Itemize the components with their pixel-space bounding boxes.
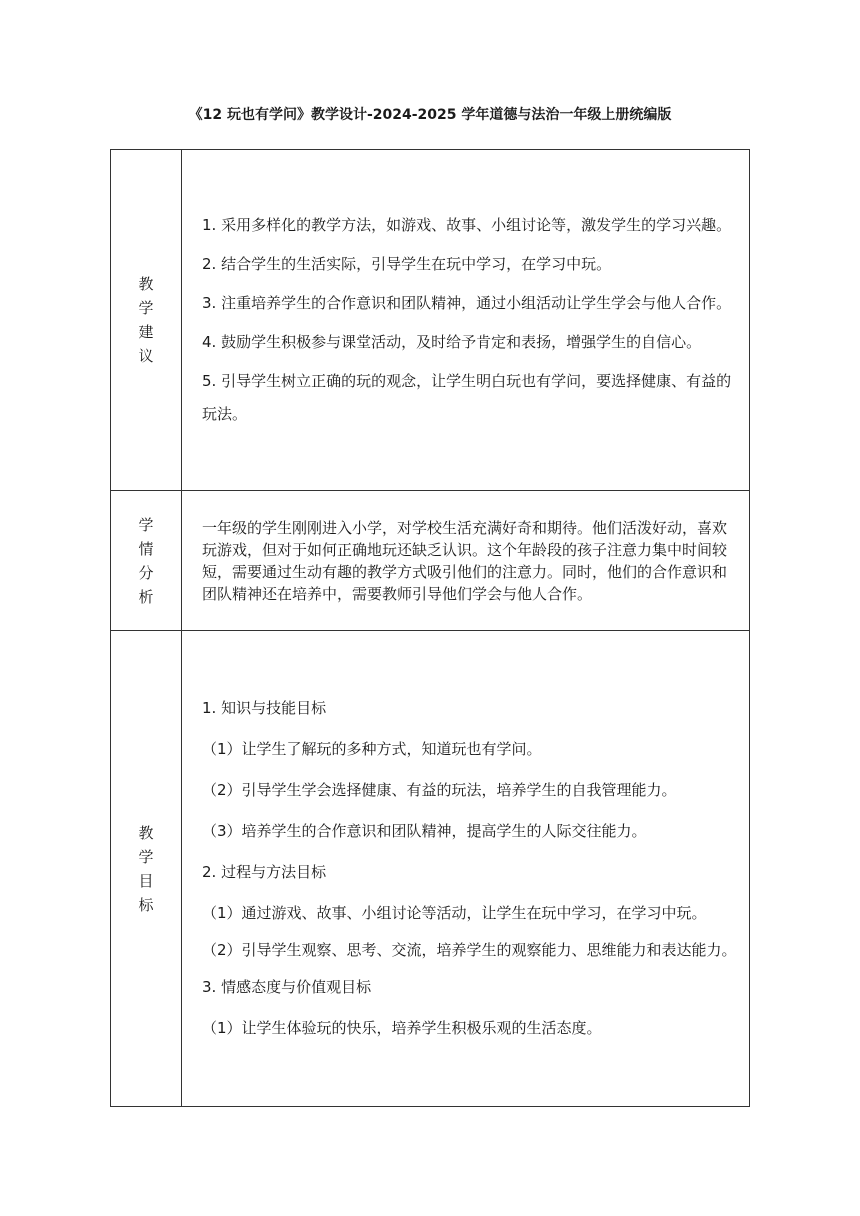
row-label-student-analysis (111, 491, 182, 631)
document-title: 《12 玩也有学问》教学设计-2024-2025 学年道德与法治一年级上册统编版 (188, 107, 672, 123)
label-char: 标 (138, 895, 154, 914)
goal-item: （1）让学生了解玩的多种方式，知道玩也有学问。 (202, 740, 542, 758)
goal-heading: 1. 知识与技能目标 (202, 699, 327, 717)
goal-item: （2）引导学生观察、思考、交流，培养学生的观察能力、思维能力和表达能力。 (202, 941, 737, 959)
row-label-teaching-suggestions (111, 150, 182, 491)
label-char: 学 (138, 299, 154, 317)
teaching-goals-content (182, 631, 750, 1107)
goal-item: （1）通过游戏、故事、小组讨论等活动，让学生在玩中学习，在学习中玩。 (202, 904, 707, 922)
label-char: 分 (138, 563, 154, 582)
suggestion-item: 5. 引导学生树立正确的玩的观念，让学生明白玩也有学问，要选择健康、有益的玩法。 (202, 372, 732, 423)
goal-item: （1）让学生体验玩的快乐，培养学生积极乐观的生活态度。 (202, 1019, 602, 1037)
goal-item: （3）培养学生的合作意识和团队精神，提高学生的人际交往能力。 (202, 822, 647, 840)
label-char: 教 (138, 275, 154, 293)
label-char: 建 (138, 323, 154, 341)
lesson-plan-table (110, 149, 750, 1107)
label-char: 学 (138, 515, 154, 534)
label-char: 目 (138, 871, 154, 890)
goal-item: （2）引导学生学会选择健康、有益的玩法，培养学生的自我管理能力。 (202, 781, 677, 799)
suggestion-item: 2. 结合学生的生活实际，引导学生在玩中学习，在学习中玩。 (202, 255, 612, 273)
label-char: 教 (138, 823, 154, 842)
suggestion-item: 1. 采用多样化的教学方法，如游戏、故事、小组讨论等，激发学生的学习兴趣。 (202, 216, 732, 234)
student-analysis-content (182, 491, 750, 631)
label-char: 学 (138, 847, 154, 866)
suggestion-item: 3. 注重培养学生的合作意识和团队精神，通过小组活动让学生学会与他人合作。 (202, 294, 732, 312)
student-analysis-text: 一年级的学生刚刚进入小学，对学校生活充满好奇和期待。他们活泼好动，喜欢玩游戏，但对于如何正确地玩还缺乏认识。这个年龄段的孩子注意力集中时间较短，需要通过生动有趣的教学方式吸引他们的注意力。同时，他们的合作意识和团队精神还在培养中，需要教师引导他们学会与他人合作。 (202, 518, 728, 603)
table-row-student-analysis (111, 491, 750, 631)
row-label-teaching-goals (111, 631, 182, 1107)
label-char: 情 (138, 539, 154, 558)
table-row-teaching-goals (111, 631, 750, 1107)
table-row-teaching-suggestions (111, 150, 750, 491)
label-char: 析 (138, 587, 154, 606)
label-char: 议 (138, 347, 154, 365)
suggestion-item: 4. 鼓励学生积极参与课堂活动，及时给予肯定和表扬，增强学生的自信心。 (202, 333, 702, 351)
goal-heading: 2. 过程与方法目标 (202, 863, 327, 881)
goal-heading: 3. 情感态度与价值观目标 (202, 978, 372, 996)
teaching-suggestions-content (182, 150, 750, 491)
